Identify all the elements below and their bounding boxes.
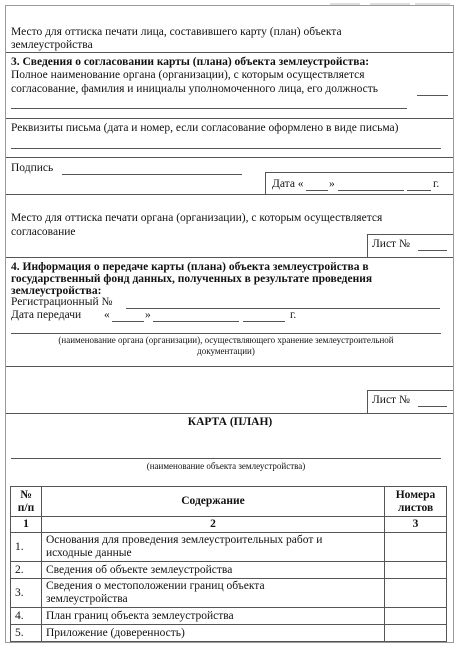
object-name-field[interactable]	[11, 458, 441, 459]
org-stamp-line1: Место для оттиска печати органа (организации), с которым осуществляется	[11, 212, 383, 224]
row-num: 5.	[11, 625, 42, 642]
row-content: План границ объекта землеустройства	[41, 608, 384, 625]
divider-vertical	[367, 390, 368, 413]
section4-title-line3: землеустройства:	[11, 285, 102, 297]
header-content: Содержание	[41, 487, 384, 517]
divider	[6, 194, 453, 195]
index-cell: 1	[11, 517, 42, 533]
row-sheets[interactable]	[385, 625, 447, 642]
org-name-field[interactable]	[11, 333, 441, 334]
header-num: № п/п	[11, 487, 42, 517]
transfer-date-label: Дата передачи	[11, 309, 82, 321]
row-sheets[interactable]	[385, 562, 447, 579]
row-sheets[interactable]	[385, 533, 447, 562]
signature-label: Подпись	[11, 162, 54, 174]
divider-vertical	[367, 234, 368, 257]
header-sheets: Номера листов	[385, 487, 447, 517]
date-close-quote: »	[329, 178, 335, 190]
row-num: 4.	[11, 608, 42, 625]
section3-org-line2: согласование, фамилия и инициалы уполномоченного лица, его должность	[11, 83, 379, 95]
org-name-caption-line1: (наименование органа (организации), осуществляющего хранение землеустроительной	[58, 335, 394, 345]
date-day-field[interactable]	[306, 190, 328, 191]
row-num: 3.	[11, 579, 42, 608]
row-sheets[interactable]	[385, 608, 447, 625]
divider	[6, 157, 453, 158]
section4-title-line2: государственный фонд данных, полученных в результате проведения	[11, 273, 373, 285]
org-stamp-line2: согласование	[11, 226, 76, 238]
table-row	[11, 562, 447, 579]
table-index-row	[11, 517, 447, 533]
table-row	[11, 579, 447, 608]
row-content: Приложение (доверенность)	[41, 625, 384, 642]
transfer-open-quote: «	[104, 309, 110, 321]
table-row	[11, 533, 447, 562]
divider	[265, 172, 453, 173]
divider	[6, 257, 453, 258]
index-cell: 3	[385, 517, 447, 533]
divider	[6, 413, 453, 414]
row-num: 1.	[11, 533, 42, 562]
table-row	[11, 608, 447, 625]
date-year-suffix: г.	[433, 178, 440, 190]
transfer-year-suffix: г.	[290, 309, 297, 321]
table-header-row	[11, 487, 447, 517]
transfer-close-quote: »	[145, 309, 151, 321]
map-sheet-number-field[interactable]	[418, 406, 447, 407]
row-num: 2.	[11, 562, 42, 579]
section4-title-line1: 4. Информация о передаче карты (плана) объекта землеустройства в	[11, 261, 369, 273]
divider	[6, 366, 453, 367]
transfer-month-field[interactable]	[153, 321, 239, 322]
divider	[367, 234, 453, 235]
date-label: Дата «	[272, 178, 304, 190]
registration-field[interactable]	[126, 308, 440, 309]
signature-field[interactable]	[62, 174, 242, 175]
org-name-caption-line2: документации)	[197, 346, 255, 356]
divider	[367, 390, 453, 391]
date-month-field[interactable]	[338, 190, 404, 191]
row-sheets[interactable]	[385, 579, 447, 608]
map-title: КАРТА (ПЛАН)	[187, 416, 273, 428]
letter-fill-line[interactable]	[11, 148, 441, 149]
map-sheet-number-label: Лист №	[372, 394, 410, 406]
sheet-number-label: Лист №	[372, 238, 410, 250]
org-fill-line-2[interactable]	[11, 108, 407, 109]
date-year-field[interactable]	[407, 190, 431, 191]
object-name-caption: (наименование объекта землеустройства)	[146, 461, 306, 471]
divider-vertical	[265, 172, 266, 194]
row-content: Сведения о местоположении границ объекта землеустройства	[41, 579, 384, 608]
org-fill-line[interactable]	[417, 95, 448, 96]
section3-org-line1: Полное наименование органа (организации), с которым осуществляется	[11, 69, 365, 81]
divider	[6, 118, 453, 119]
compiler-stamp-text: Место для оттиска печати лица, составившего карту (план) объекта землеустройства	[11, 26, 342, 51]
contents-table	[10, 486, 447, 642]
sheet-number-field[interactable]	[418, 250, 447, 251]
transfer-day-field[interactable]	[112, 321, 144, 322]
top-mark	[330, 3, 360, 5]
table-row	[11, 625, 447, 642]
registration-label: Регистрационный №	[11, 296, 113, 308]
row-content: Сведения об объекте землеустройства	[41, 562, 384, 579]
section3-title: 3. Сведения о согласовании карты (плана) объекта землеустройства:	[11, 56, 370, 68]
divider	[6, 52, 453, 53]
row-content: Основания для проведения землеустроительных работ и исходные данные	[41, 533, 384, 562]
top-mark	[370, 3, 410, 5]
transfer-year-field[interactable]	[243, 321, 285, 322]
letter-details-label: Реквизиты письма (дата и номер, если согласование оформлено в виде письма)	[11, 122, 399, 134]
top-mark	[415, 3, 450, 5]
index-cell: 2	[41, 517, 384, 533]
